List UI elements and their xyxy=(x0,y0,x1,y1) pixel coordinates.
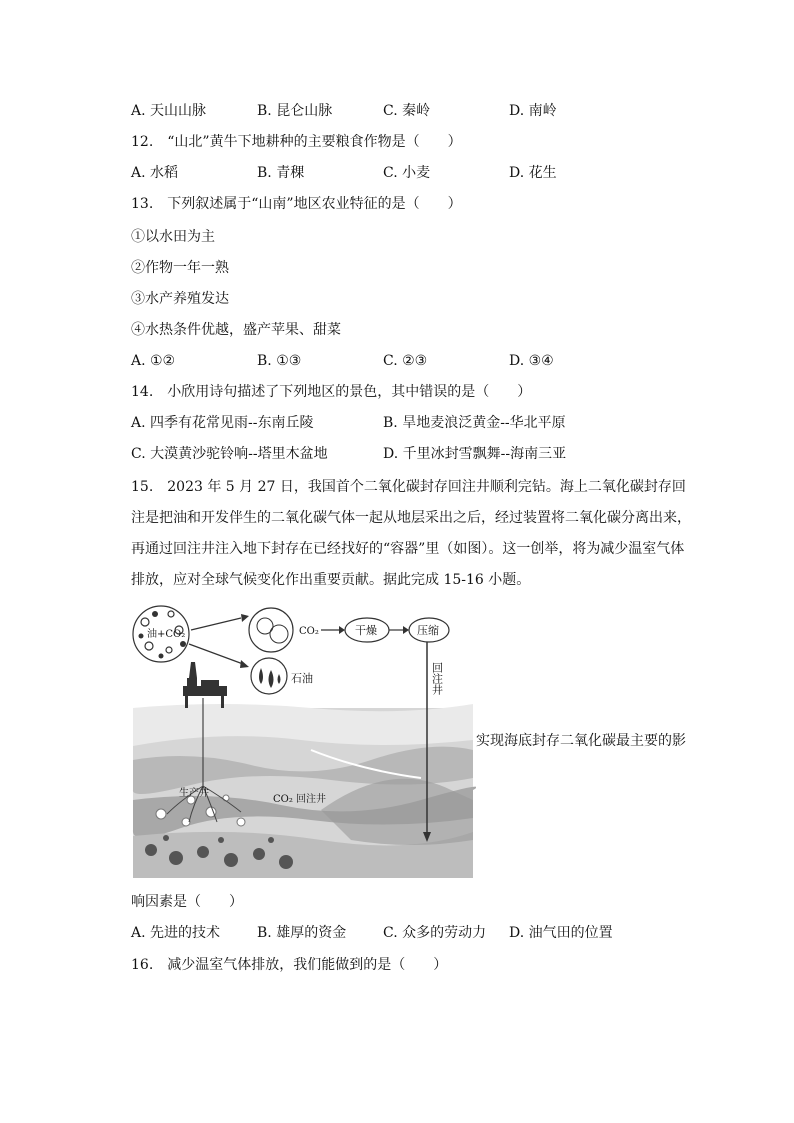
arrow-to-oil xyxy=(189,644,243,664)
q15-option-a: A. 先进的技术 xyxy=(131,925,221,941)
label-oil-co2: 油+CO₂ xyxy=(147,629,186,640)
q15-option-c: C. 众多的劳动力 xyxy=(383,925,487,941)
q12-option-d: D. 花生 xyxy=(509,165,557,181)
oil-platform xyxy=(183,662,227,708)
co2-storage-diagram xyxy=(131,600,476,880)
q15-stem-part1: 实现海底封存二氧化碳最主要的影 xyxy=(476,733,686,749)
q15-option-d: D. 油气田的位置 xyxy=(509,925,613,941)
q11-option-a: A. 天山山脉 xyxy=(131,103,207,119)
q11-option-d: D. 南岭 xyxy=(509,103,557,119)
arrow-to-co2 xyxy=(191,618,241,630)
label-compress: 压缩 xyxy=(417,624,439,637)
label-oil: 石油 xyxy=(291,672,313,685)
q13-statement-2: ②作物一年一熟 xyxy=(131,260,229,276)
label-dry: 干燥 xyxy=(355,624,377,637)
q14-option-d: D. 千里冰封雪飘舞--海南三亚 xyxy=(383,446,567,462)
q13-option-a: A. ①② xyxy=(131,353,176,369)
q13-statement-4: ④水热条件优越，盛产苹果、甜菜 xyxy=(131,322,341,338)
q14-option-c: C. 大漠黄沙驼铃响--塔里木盆地 xyxy=(131,446,328,462)
q11-option-b: B. 昆仑山脉 xyxy=(257,103,333,119)
q13-option-d: D. ③④ xyxy=(509,353,554,369)
label-production-well: 生产井 xyxy=(179,788,209,799)
label-co2: CO₂ xyxy=(299,626,319,637)
q13-statement-1: ①以水田为主 xyxy=(131,229,215,245)
label-co2-well: CO₂ 回注井 xyxy=(273,794,327,805)
arrow-to-co2-head xyxy=(241,614,249,622)
q13-statement-3: ③水产养殖发达 xyxy=(131,291,229,307)
co2-storage-figure xyxy=(131,600,476,880)
q15-stem-part2: 响因素是（ ） xyxy=(131,894,243,910)
q14-option-a: A. 四季有花常见雨--东南丘陵 xyxy=(131,415,314,431)
q13-option-b: B. ①③ xyxy=(257,353,302,369)
q13-option-c: C. ②③ xyxy=(383,353,428,369)
q16-stem: 16. 减少温室气体排放，我们能做到的是（ ） xyxy=(131,957,448,973)
q12-stem: 12. “山北”黄牛下地耕种的主要粮食作物是（ ） xyxy=(131,134,462,150)
q12-option-b: B. 青稞 xyxy=(257,165,305,181)
q15-paragraph: 15. 2023 年 5 月 27 日，我国首个二氧化碳封存回注井顺利完钻。海上二氧化碳封存回注是把油和开发伴生的二氧化碳气体一起从地层采出之后，经过装置将二氧化碳分离出来，再通过回注井注入地下封存在已经找好的“容器”里（如图）。这一创举，将为减少温室气体排放，应对全球气候变化作出重要贡献。据此完成 15-16 小题。 xyxy=(131,479,691,588)
label-reinject: 回注井 xyxy=(430,662,444,695)
q12-option-c: C. 小麦 xyxy=(383,165,431,181)
q14-option-b: B. 旱地麦浪泛黄金--华北平原 xyxy=(383,415,566,431)
q11-option-c: C. 秦岭 xyxy=(383,103,431,119)
q13-stem: 13. 下列叙述属于“山南”地区农业特征的是（ ） xyxy=(131,196,462,212)
q12-option-a: A. 水稻 xyxy=(131,165,179,181)
arrow-to-oil-head xyxy=(240,660,249,668)
q14-stem: 14. 小欣用诗句描述了下列地区的景色，其中错误的是（ ） xyxy=(131,384,532,400)
q15-option-b: B. 雄厚的资金 xyxy=(257,925,347,941)
